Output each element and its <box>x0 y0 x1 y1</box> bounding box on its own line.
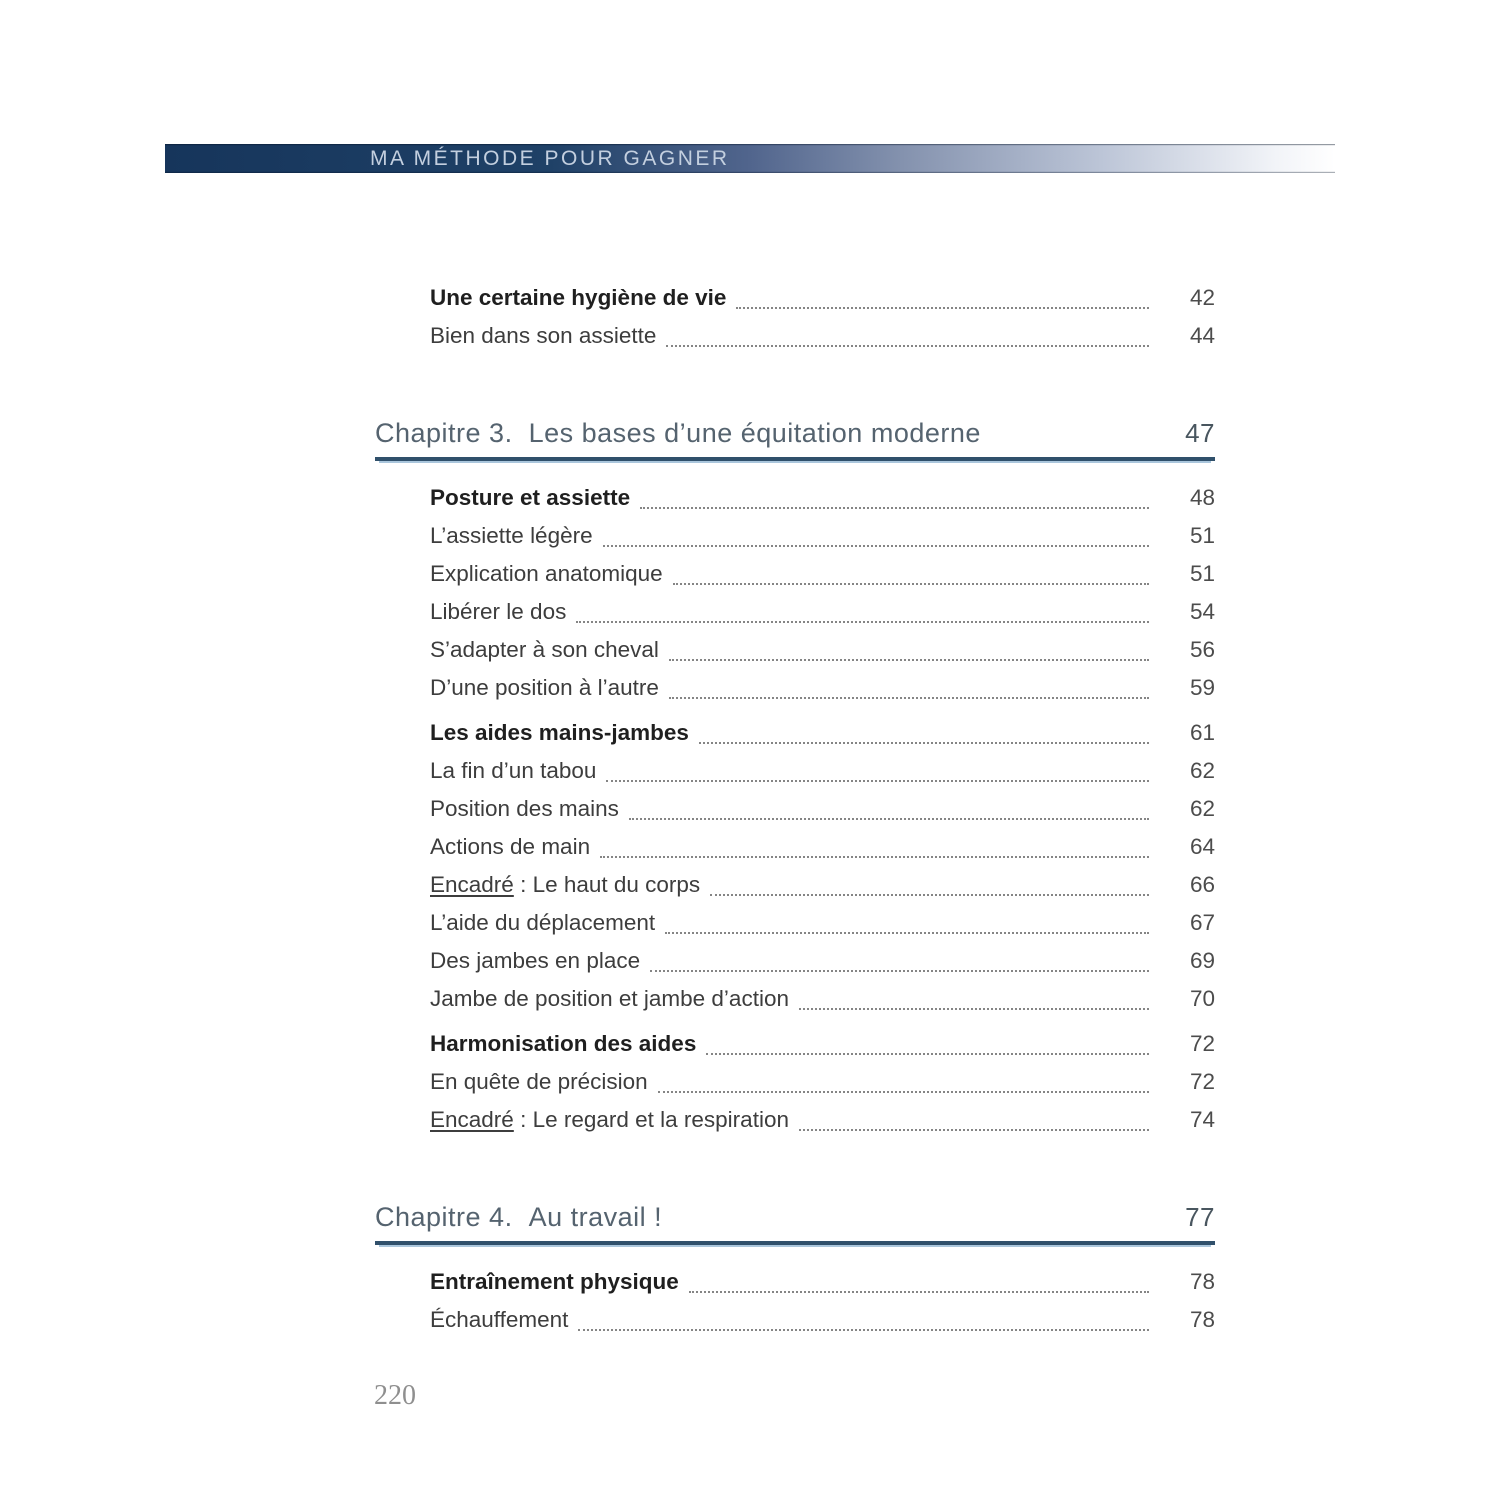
toc-entry-page-number: 48 <box>1189 485 1215 510</box>
toc-entry-label <box>430 593 566 631</box>
toc-entry-page-number: 42 <box>1189 285 1215 310</box>
dot-leader <box>669 659 1149 661</box>
toc-entry-page-number: 51 <box>1189 561 1215 586</box>
toc-entry-label-text: Harmonisation des aides <box>430 1031 697 1056</box>
toc-entry <box>375 555 1215 593</box>
toc-entry <box>375 714 1215 752</box>
toc-entry-label-underlined: Encadré <box>430 1107 514 1132</box>
toc-entry-label <box>430 904 655 942</box>
dot-leader <box>603 545 1149 547</box>
table-of-contents <box>375 279 1215 1339</box>
toc-entry-page-number: 70 <box>1189 986 1215 1011</box>
toc-entry-page-number: 61 <box>1189 720 1215 745</box>
dot-leader <box>606 780 1149 782</box>
toc-chapter-number: Chapitre 4. <box>375 1202 513 1232</box>
toc-entry <box>375 980 1215 1018</box>
dot-leader <box>640 507 1149 509</box>
toc-entry-label <box>430 866 700 904</box>
dot-leader <box>699 742 1149 744</box>
toc-entry-label <box>430 517 593 555</box>
toc-chapter-page-number: 77 <box>1185 1202 1215 1232</box>
toc-entry <box>375 752 1215 790</box>
toc-entry <box>375 1063 1215 1101</box>
dot-leader <box>736 307 1149 309</box>
dot-leader <box>629 818 1149 820</box>
toc-entry <box>375 828 1215 866</box>
toc-entry-label-text: S’adapter à son cheval <box>430 637 659 662</box>
toc-entry-label <box>430 790 619 828</box>
dot-leader <box>666 345 1149 347</box>
toc-entry-label-text: : Le haut du corps <box>513 872 701 897</box>
toc-entry-page-number: 72 <box>1189 1031 1215 1056</box>
toc-entry <box>375 1301 1215 1339</box>
toc-entry-page-number: 62 <box>1189 796 1215 821</box>
toc-entry-label <box>430 279 726 317</box>
toc-entry-page-number: 66 <box>1189 872 1215 897</box>
toc-entry <box>375 631 1215 669</box>
toc-entry-label-text: : Le regard et la respiration <box>513 1107 789 1132</box>
dot-leader <box>799 1008 1149 1010</box>
toc-entry-page-number: 54 <box>1189 599 1215 624</box>
toc-entry <box>375 1025 1215 1063</box>
toc-chapter-number: Chapitre 3. <box>375 418 513 448</box>
toc-entry-label <box>430 1063 648 1101</box>
toc-entry-label-text: D’une position à l’autre <box>430 675 659 700</box>
toc-entry <box>375 317 1215 355</box>
toc-entry-page-number: 44 <box>1189 323 1215 348</box>
running-header-title: MA MÉTHODE POUR GAGNER <box>370 146 730 170</box>
toc-entry-label-underlined: Encadré <box>430 872 514 897</box>
toc-chapter-title: Les bases d’une équitation moderne <box>528 418 981 448</box>
toc-entry <box>375 1101 1215 1139</box>
toc-entry-page-number: 62 <box>1189 758 1215 783</box>
toc-entry-page-number: 67 <box>1189 910 1215 935</box>
toc-entry-page-number: 51 <box>1189 523 1215 548</box>
toc-entry-label-text: L’aide du déplacement <box>430 910 656 935</box>
toc-entry-page-number: 78 <box>1189 1269 1215 1294</box>
toc-entry <box>375 1263 1215 1301</box>
toc-chapter-page-number: 47 <box>1185 418 1215 448</box>
dot-leader <box>669 697 1149 699</box>
toc-entry-page-number: 72 <box>1189 1069 1215 1094</box>
toc-entry <box>375 593 1215 631</box>
toc-entry-label-text: Des jambes en place <box>430 948 641 973</box>
toc-entry <box>375 669 1215 707</box>
toc-entry-label-text: Une certaine hygiène de vie <box>430 285 727 310</box>
running-header-bar <box>165 144 1335 173</box>
toc-entry-label <box>430 980 789 1018</box>
toc-entry-label-text: L’assiette légère <box>430 523 593 548</box>
toc-entry-label-text: Actions de main <box>430 834 591 859</box>
toc-entry-label-text: Posture et assiette <box>430 485 631 510</box>
toc-entry-label <box>430 752 596 790</box>
dot-leader <box>650 970 1149 972</box>
dot-leader <box>799 1129 1149 1131</box>
toc-entry-label-text: Libérer le dos <box>430 599 567 624</box>
toc-entry-label <box>430 479 630 517</box>
dot-leader <box>578 1329 1149 1331</box>
toc-entry-label-text: La fin d’un tabou <box>430 758 597 783</box>
toc-entry-page-number: 78 <box>1189 1307 1215 1332</box>
toc-entry-label <box>430 669 659 707</box>
toc-chapter-heading <box>375 1199 1215 1245</box>
toc-entry-label-text: Les aides mains-jambes <box>430 720 689 745</box>
toc-entry-page-number: 74 <box>1189 1107 1215 1132</box>
toc-entry <box>375 942 1215 980</box>
toc-entry-page-number: 69 <box>1189 948 1215 973</box>
toc-entry <box>375 279 1215 317</box>
toc-entry-label-text: Explication anatomique <box>430 561 663 586</box>
dot-leader <box>710 894 1149 896</box>
toc-entry-page-number: 56 <box>1189 637 1215 662</box>
toc-entry-label-text: Échauffement <box>430 1307 569 1332</box>
toc-entry-label-text: En quête de précision <box>430 1069 648 1094</box>
toc-entry-label-text: Jambe de position et jambe d’action <box>430 986 789 1011</box>
toc-entry-label <box>430 1263 679 1301</box>
toc-entry <box>375 479 1215 517</box>
dot-leader <box>706 1053 1149 1055</box>
toc-entry <box>375 866 1215 904</box>
toc-entry <box>375 904 1215 942</box>
dot-leader <box>658 1091 1149 1093</box>
dot-leader <box>673 583 1149 585</box>
dot-leader <box>665 932 1149 934</box>
dot-leader <box>576 621 1149 623</box>
toc-entry-page-number: 64 <box>1189 834 1215 859</box>
toc-entry-page-number: 59 <box>1189 675 1215 700</box>
toc-entry-label <box>430 1101 789 1139</box>
toc-entry-label-text: Bien dans son assiette <box>430 323 657 348</box>
toc-entry <box>375 790 1215 828</box>
toc-entry-label <box>430 631 659 669</box>
toc-entry-label-text: Entraînement physique <box>430 1269 679 1294</box>
toc-chapter-heading <box>375 415 1215 461</box>
toc-chapter-title: Au travail ! <box>528 1202 663 1232</box>
toc-entry-label-text: Position des mains <box>430 796 619 821</box>
dot-leader <box>689 1291 1149 1293</box>
dot-leader <box>600 856 1149 858</box>
toc-entry-label <box>430 1301 568 1339</box>
toc-entry-label <box>430 317 656 355</box>
toc-entry-label <box>430 828 590 866</box>
toc-entry-label <box>430 714 689 752</box>
toc-entry-label <box>430 1025 696 1063</box>
folio-page-number: 220 <box>374 1380 416 1411</box>
toc-entry-label <box>430 555 663 593</box>
toc-entry-label <box>430 942 640 980</box>
toc-entry <box>375 517 1215 555</box>
